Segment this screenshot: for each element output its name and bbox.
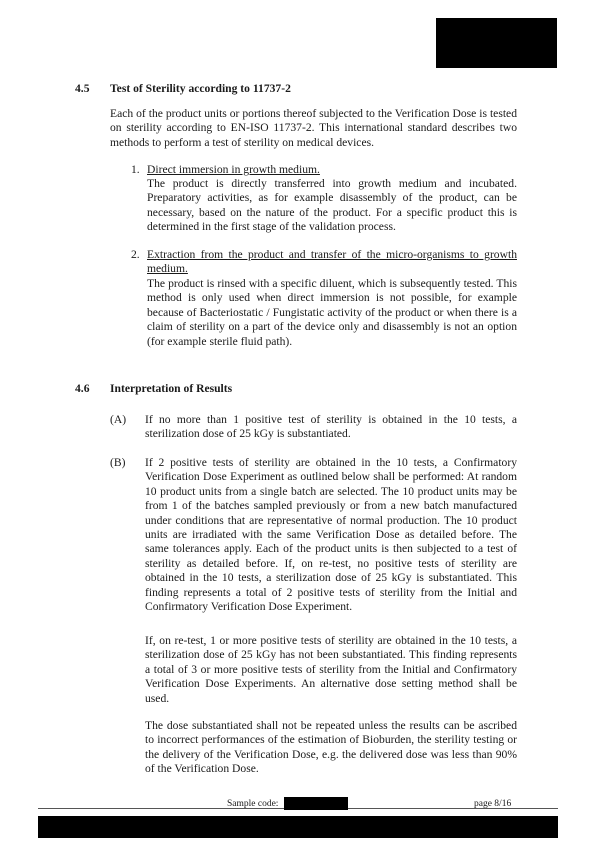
list-item-2-text: The product is rinsed with a specific diluent, which is subsequently tested. This method is only used when direct immersion is not possible, for example because of Bacteriostatic / Fungistatic activity of the product or when there is a claim of sterility on a part of the device only and disassembly is not an option (for example sterile fluid path).	[147, 277, 517, 348]
clause-a-label: (A)	[110, 413, 127, 426]
list-item-2-heading: Extraction from the product and transfer of the micro-organisms to growth medium.	[147, 248, 517, 276]
footer-sample-label: Sample code:	[227, 799, 279, 809]
redacted-footer-bar	[38, 816, 558, 838]
list-item-2-number: 2.	[131, 248, 140, 261]
section-4-5-intro: Each of the product units or portions thereof subjected to the Verification Dose is tested on sterility according to EN-ISO 11737-2. This international standard describes two methods to perform a test of sterility on medical devices.	[110, 107, 517, 149]
clause-b-paragraph-3: The dose substantiated shall not be repeated unless the results can be ascribed to incorrect performances of the estimation of Bioburden, the sterility testing or the delivery of the Verification Dose, e.g. the delivered dose was less than 90% of the Verification Dose.	[145, 719, 517, 776]
clause-b-paragraph-2: If, on re-test, 1 or more positive tests of sterility are obtained in the 10 tests, a sterilization dose of 25 kGy has not been substantiated. This finding represents a total of 3 or more positive tests of sterility from the Initial and Confirmatory Verification Dose Experiments. An alternative dose setting method shall be used.	[145, 634, 517, 705]
footer-page-number: page 8/16	[474, 799, 512, 809]
section-4-5-number: 4.5	[75, 82, 90, 95]
list-item-1-text: The product is directly transferred into growth medium and incubated. Preparatory activities, as for example disassembly of the product, can be necessary, based on the nature of the product. For a specific product this is determined in the first stage of the validation process.	[147, 177, 517, 234]
list-item-1-number: 1.	[131, 163, 140, 176]
clause-b-label: (B)	[110, 456, 126, 469]
clause-b-paragraph-1: If 2 positive tests of sterility are obtained in the 10 tests, a Confirmatory Verification Dose Experiment as outlined below shall be performed: At random 10 product units from a single batch are selected. The 10 product units may be from 1 of the batches sampled previously or from a new batch manufactured under conditions that are representative of normal production. The 10 product units are irradiated with the same Verification Dose as detailed before. The same tolerances apply. Each of the product units is then subjected to a test of sterility as detailed before. If, on re-test, no positive tests of sterility are obtained in the 10 tests, a sterilization dose of 25 kGy is substantiated. This finding represents a total of 2 positive tests of sterility from the Initial and Confirmatory Verification Dose Experiment.	[145, 456, 517, 614]
list-item-1-heading: Direct immersion in growth medium.	[147, 163, 320, 176]
section-4-5-title: Test of Sterility according to 11737-2	[110, 82, 291, 95]
section-4-6-number: 4.6	[75, 382, 90, 395]
section-4-6-title: Interpretation of Results	[110, 382, 233, 395]
clause-a-text: If no more than 1 positive test of sterility is obtained in the 10 tests, a sterilization dose of 25 kGy is substantiated.	[145, 413, 517, 441]
redacted-header-block	[436, 18, 557, 68]
redacted-sample-code	[284, 797, 348, 810]
